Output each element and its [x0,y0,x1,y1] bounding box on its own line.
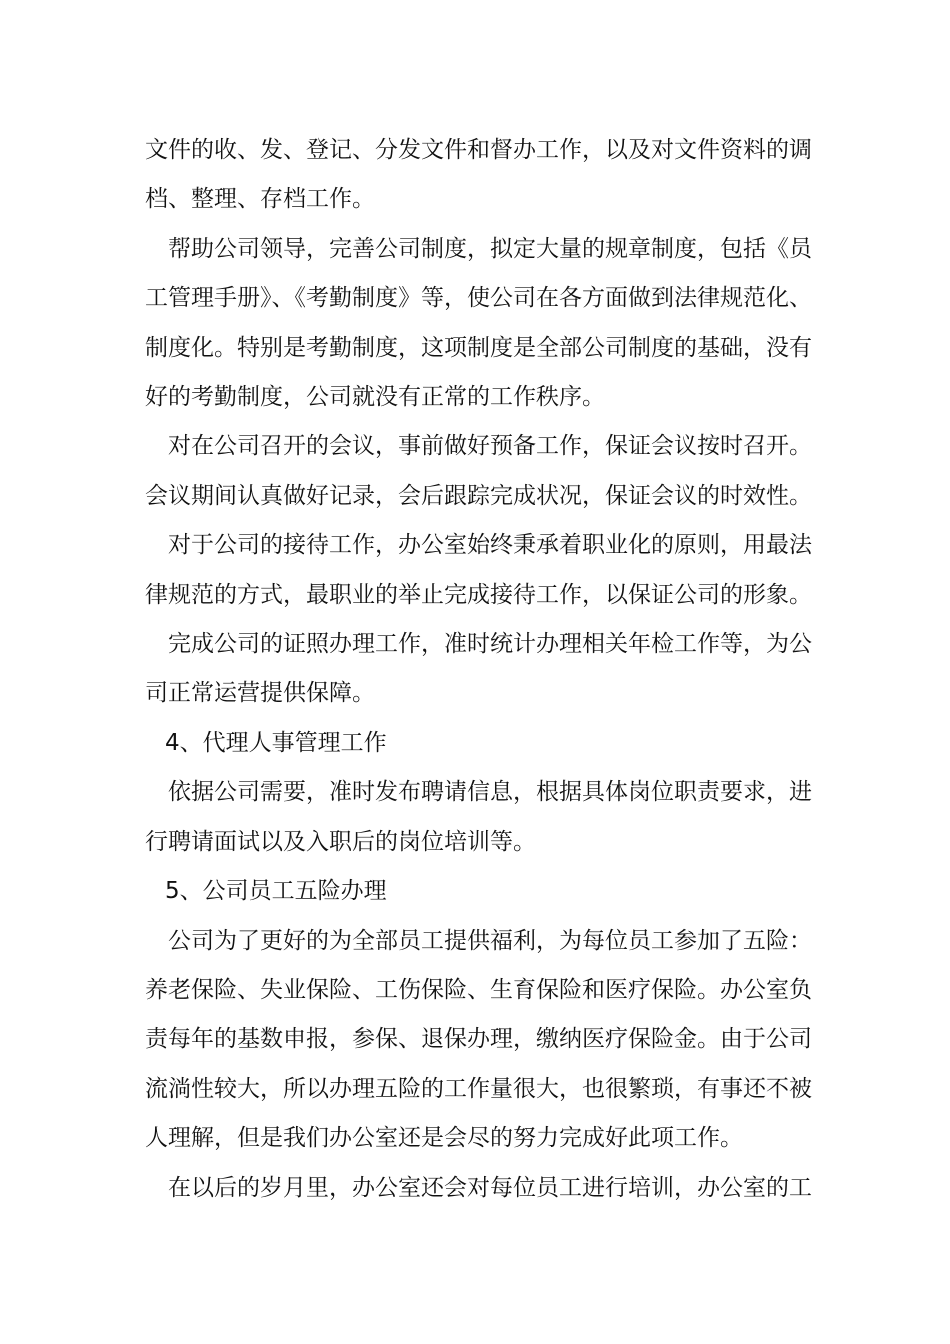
text-line: 责每年的基数申报，参保、退保办理，缴纳医疗保险金。由于公司 [145,1026,812,1053]
section-heading: 4、代理人事管理工作 [165,729,387,756]
text-line: 行聘请面试以及入职后的岗位培训等。 [145,828,536,855]
text-line: 流淌性较大，所以办理五险的工作量很大，也很繁琐，有事还不被 [145,1075,812,1102]
section-heading: 5、公司员工五险办理 [165,878,387,905]
text-line: 制度化。特别是考勤制度，这项制度是全部公司制度的基础，没有 [145,334,812,361]
text-line: 公司为了更好的为全部员工提供福利，为每位员工参加了五险： [168,927,812,954]
text-line: 养老保险、失业保险、工伤保险、生育保险和医疗保险。办公室负 [145,976,812,1003]
document-body [145,126,825,1213]
text-line: 对于公司的接待工作，办公室始终秉承着职业化的原则，用最法 [168,532,812,559]
text-line: 工管理手册》、《考勤制度》等，使公司在各方面做到法律规范化、 [145,285,812,312]
text-line: 档、整理、存档工作。 [145,186,375,213]
text-line: 依据公司需要，准时发布聘请信息，根据具体岗位职责要求，进 [168,779,812,806]
text-line: 会议期间认真做好记录，会后跟踪完成状况，保证会议的时效性。 [145,482,812,509]
text-line: 在以后的岁月里，办公室还会对每位员工进行培训，办公室的工 [168,1174,812,1201]
text-line: 文件的收、发、登记、分发文件和督办工作，以及对文件资料的调 [145,137,812,163]
text-line: 好的考勤制度，公司就没有正常的工作秩序。 [145,384,605,411]
text-line: 帮助公司领导，完善公司制度，拟定大量的规章制度，包括《员 [168,235,812,262]
text-line: 律规范的方式，最职业的举止完成接待工作，以保证公司的形象。 [145,581,812,608]
text-line: 对在公司召开的会议，事前做好预备工作，保证会议按时召开。 [168,433,812,460]
text-line: 司正常运营提供保障。 [145,680,375,707]
text-line: 完成公司的证照办理工作，准时统计办理相关年检工作等，为公 [168,631,812,658]
text-line: 人理解，但是我们办公室还是会尽的努力完成好此项工作。 [145,1125,743,1152]
